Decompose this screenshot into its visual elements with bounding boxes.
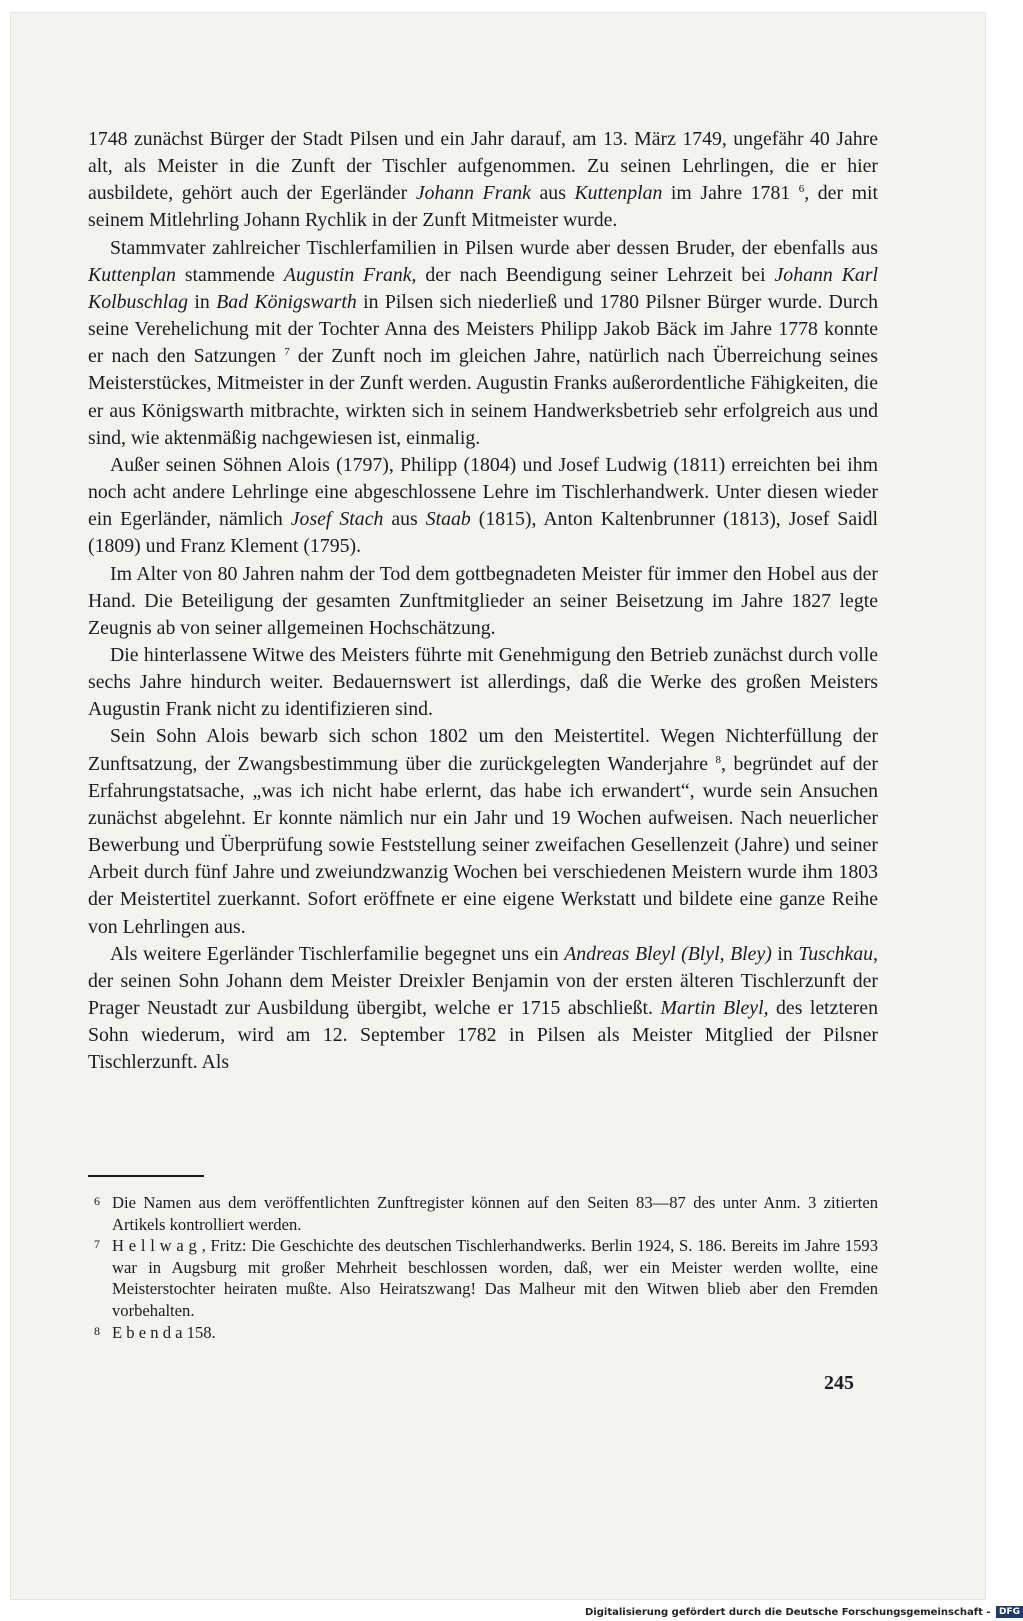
text-run: Außer seinen Söhnen Alois (1797), Philipp (1804) und Josef Ludwig (1811) erreichten bei ihm noch acht andere Lehrlinge eine abgeschlossene Lehre im Tischlerhandwerk. Unter diesen wieder ein Egerländer, nämlich (88, 453, 878, 531)
text-run: Als weitere Egerländer Tischlerfamilie begegnet uns ein (110, 942, 565, 965)
page-number: 245 (824, 1372, 854, 1394)
text-run: Stammvater zahlreicher Tischlerfamilien in Pilsen wurde aber dessen Bruder, der ebenfalls aus (110, 236, 878, 259)
credit-text: Digitalisierung gefördert durch die Deutsche Forschungsgemeinschaft - (585, 1607, 991, 1618)
text-run: der Zunft noch im gleichen Jahre, natürlich nach Überreichung seines Meisterstückes, Mitmeister in der Zunft werden. Augustin Franks außerordentliche Fähigkeiten, die er aus Königswarth mitbrachte, wirkten sich in seinem Handwerksbetrieb sehr erfolgreich aus und sind, wie aktenmäßig nachgewiesen ist, einmalig. (88, 345, 878, 449)
footnote-text: E b e n d a 158. (112, 1322, 216, 1342)
text-run: (1815), Anton Kaltenbrunner (1813), Josef Saidl (1809) und Franz Klement (1795). (88, 508, 879, 558)
footnote-rule (88, 1175, 204, 1177)
text-run: in (188, 290, 217, 313)
italic-name: Andreas Bleyl (Blyl, Bley) (564, 942, 772, 965)
footnote (88, 1235, 878, 1321)
text-run: Im Alter von 80 Jahren nahm der Tod dem gottbegnadeten Meister für immer den Hobel aus der Hand. Die Beteiligung der gesamten Zunftmitglieder an seiner Beisetzung im Jahre 1827 legte Zeugnis ab von seiner allgemeinen Hochschätzung. (88, 562, 878, 639)
text-run: Die hinterlassene Witwe des Meisters führte mit Genehmigung den Betrieb zunächst durch volle sechs Jahre hindurch weiter. Bedauernswert ist allerdings, daß die Werke des großen Meisters Augustin Frank nicht zu identifizieren sind. (88, 643, 878, 721)
footnote-text: Die Namen aus dem veröffentlichten Zunftregister können auf den Seiten 83—87 des unter Anm. 3 zitierten Artikels kontrolliert werden. (112, 1193, 878, 1234)
paragraph (88, 941, 878, 1077)
text-run: in Pilsen sich niederließ und 1780 Pilsner Bürger wurde. Durch seine Verehelichung mit der Tochter Anna des Meisters Philipp Jakob Bäck im Jahre 1778 konnte er nach den Satzungen (88, 290, 878, 368)
text-run: , der mit seinem Mitlehrling Johann Rychlik in der Zunft Mitmeister wurde. (88, 182, 878, 232)
text-run: der seinen Sohn Johann dem Meister Dreixler Benjamin von der ersten älteren Tischlerzunft der Prager Neustadt zur Ausbildung übergibt, welche er 1715 abschließt. (88, 969, 878, 1019)
footnote-reference: 6 (798, 183, 805, 196)
text-run: des letzteren Sohn wiederum, wird am 12. September 1782 in Pilsen als Meister Mitglied der Pilsner Tischlerzunft. Als (88, 997, 878, 1074)
italic-name: Kuttenplan (574, 182, 663, 205)
text-run: der nach Beendigung seiner Lehrzeit bei (416, 263, 775, 286)
paragraph (88, 561, 878, 642)
italic-name: Augustin Frank, (283, 263, 417, 286)
italic-name: Staab (425, 508, 471, 531)
paragraph (88, 126, 878, 235)
footnote (88, 1322, 878, 1344)
body-text (88, 126, 878, 1076)
italic-name: Kuttenplan (88, 263, 176, 286)
footnote-reference: 7 (284, 346, 290, 359)
italic-name: Bad Königswarth (216, 290, 357, 313)
text-run: stammende (175, 263, 284, 286)
footnote-number: 6 (94, 1194, 100, 1208)
text-run: , begründet auf der Erfahrungstatsache, „was ich nicht habe erlernt, das habe ich erwandert“, wurde sein Ansuchen zunächst abgelehnt. Er konnte nämlich nur ein Jahr und 19 Wochen aufweisen. Nach neuerlicher Bewerbung und Überprüfung sowie Feststellung seiner zweifachen Gesellenzeit (Jahre) und seiner Arbeit durch fünf Jahre und zweiundzwanzig Wochen bei verschiedenen Meistern wurde ihm 1803 der Meistertitel zuerkannt. Sofort eröffnete er eine eigene Werkstatt und bildete eine ganze Reihe von Lehrlingen aus. (88, 752, 878, 938)
dfg-logo-icon: DFG (996, 1606, 1023, 1618)
footnote-number: 8 (94, 1323, 100, 1338)
paragraph (88, 723, 878, 940)
text-run: 1748 zunächst Bürger der Stadt Pilsen und ein Jahr darauf, am 13. März 1749, ungefähr 40 Jahre alt, als Meister in die Zunft der Tischler aufgenommen. Zu seinen Lehrlingen, die er hier ausbildete, gehört auch der Egerländer (88, 128, 878, 205)
italic-name: Martin Bleyl, (660, 997, 769, 1019)
footnotes (88, 1192, 878, 1343)
text-run: Sein Sohn Alois bewarb sich schon 1802 um den Meistertitel. Wegen Nichterfüllung der Zunftsatzung, der Zwangsbestimmung über die zurückgelegten Wanderjahre (88, 725, 878, 775)
digitization-credit (585, 1606, 1023, 1620)
paragraph (88, 235, 878, 452)
italic-name: Johann Frank (415, 182, 531, 205)
text-run: aus (383, 508, 426, 531)
footnote-reference: 8 (715, 753, 722, 766)
text-run: in (771, 942, 799, 965)
text-run: im Jahre 1781 (662, 182, 799, 205)
text-run: aus (530, 182, 575, 205)
footnote-text: H e l l w a g , Fritz: Die Geschichte des deutschen Tischlerhandwerks. Berlin 1924, S. 186. Bereits im Jahre 1593 war in Augsburg mit großer Mehrheit beschlossen worden, daß, wer ein Meister werden wollte, eine Meisterstochter heiraten mußte. Also Heiratszwang! Das Malheur mit den Witwen blieb aber den Fremden vorbehalten. (112, 1236, 878, 1320)
italic-name: Josef Stach (290, 508, 384, 531)
paragraph (88, 642, 878, 723)
footnote-number: 7 (94, 1237, 100, 1252)
footnote (88, 1192, 878, 1235)
italic-name: Johann Karl Kolbuschlag (88, 263, 878, 313)
italic-name: Tuschkau, (798, 942, 879, 965)
paragraph (88, 452, 878, 561)
book-page (10, 12, 986, 1600)
